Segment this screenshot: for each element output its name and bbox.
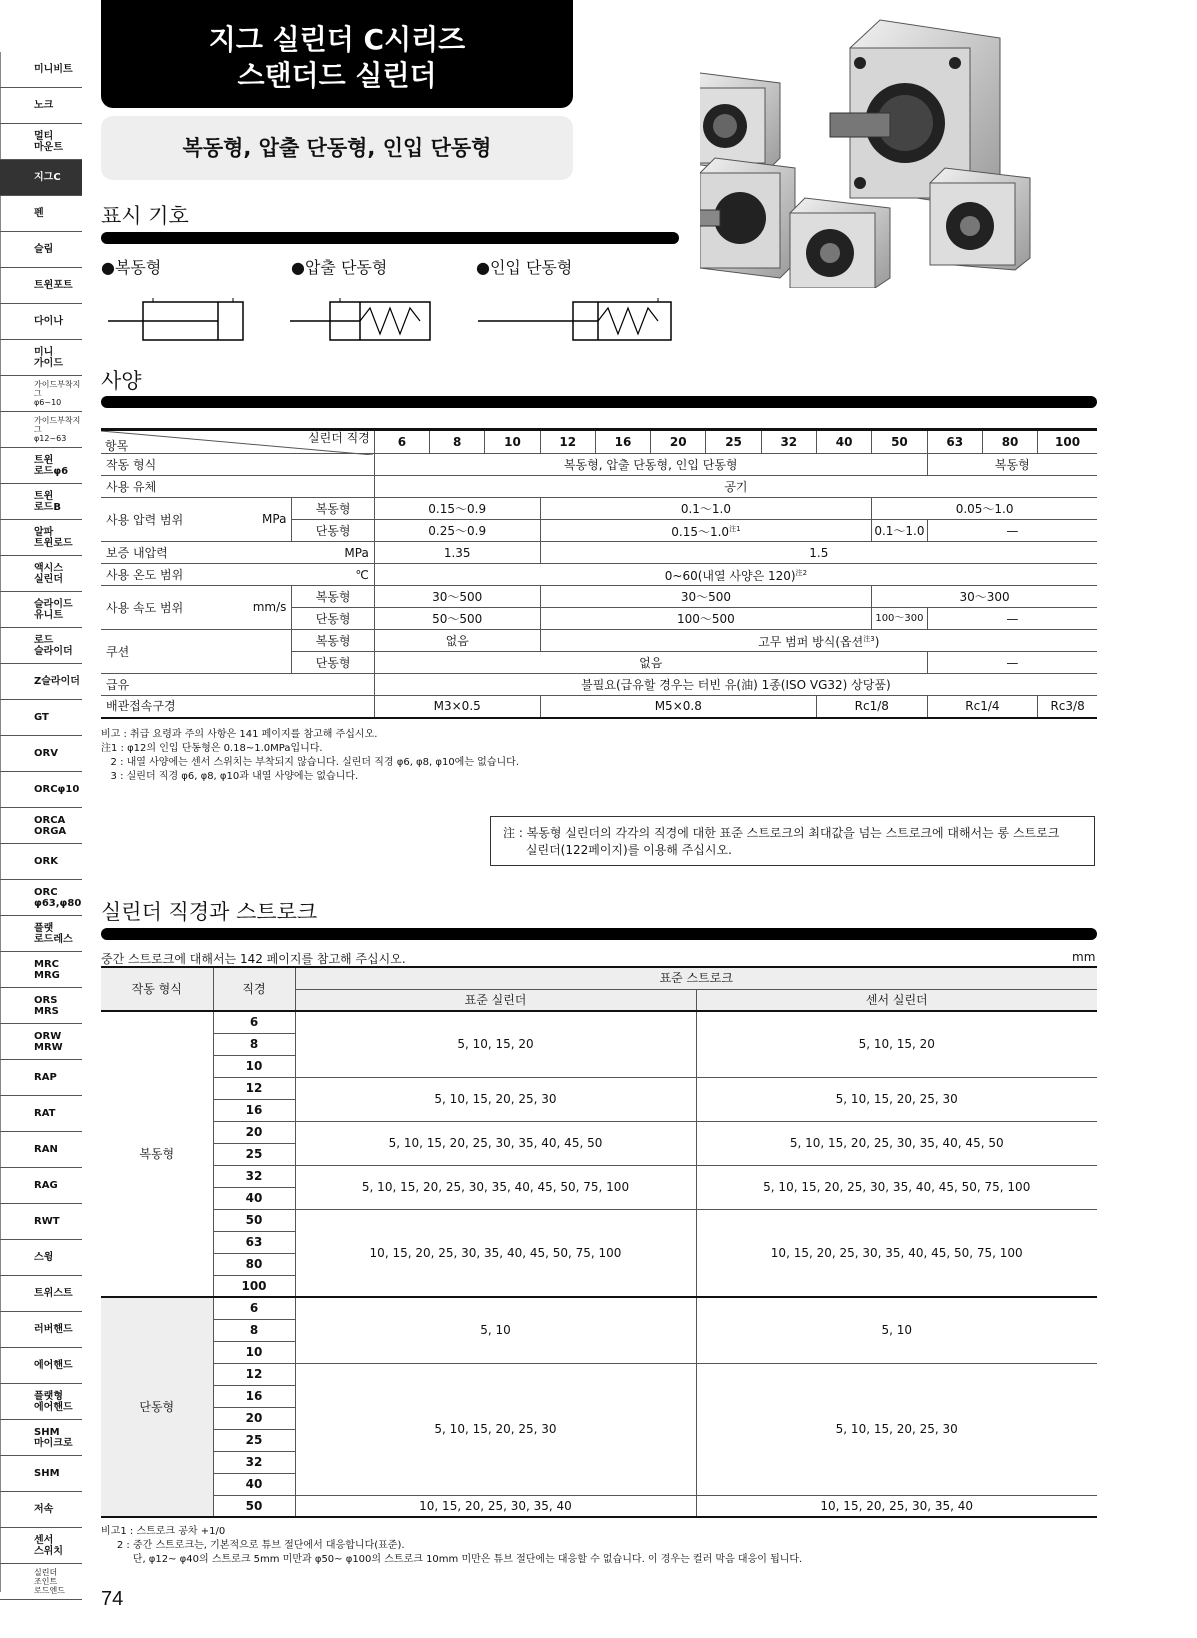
bore-header: 8: [430, 430, 485, 454]
bore-header: 10: [485, 430, 540, 454]
stroke-intro: 중간 스트로크에 대해서는 142 페이지를 참고해 주십시오.: [101, 952, 406, 966]
cell: 30～300: [872, 586, 1097, 608]
sidebar-item[interactable]: RAT: [0, 1096, 82, 1132]
product-photo: [700, 8, 1100, 288]
action-type-label: 복동형: [101, 1011, 213, 1297]
bore-header: 100: [1038, 430, 1097, 454]
sidebar-item[interactable]: 실린더 조인트 로드엔드: [0, 1564, 82, 1600]
sidebar-item[interactable]: ORV: [0, 736, 82, 772]
sidebar-item[interactable]: 펜: [0, 196, 82, 232]
symbols-section-title: 표시 기호: [101, 204, 189, 228]
cell: 100～500: [540, 608, 872, 630]
cell: [540, 630, 1097, 652]
double-acting-symbol: [108, 298, 248, 343]
sidebar-item[interactable]: 플랫형 에어핸드: [0, 1384, 82, 1420]
row-label: 급유: [101, 674, 374, 696]
bore-value: 40: [213, 1187, 295, 1209]
header-std: 표준 스트로크: [295, 967, 1097, 989]
sensor-stroke: 10, 15, 20, 25, 30, 35, 40, 45, 50, 75, 100: [696, 1209, 1097, 1297]
cell: —: [927, 520, 1097, 542]
stroke-row: [101, 1209, 1097, 1231]
sidebar-item[interactable]: ORK: [0, 844, 82, 880]
symbol-label-push: ●압출 단동형: [291, 258, 388, 277]
bore-value: 50: [213, 1209, 295, 1231]
sensor-stroke: 5, 10: [696, 1297, 1097, 1363]
bore-header: 50: [872, 430, 927, 454]
spec-row-action: [101, 454, 1097, 476]
sidebar-item[interactable]: 가이드부착지그 φ6~10: [0, 376, 82, 412]
cell: 30～500: [540, 586, 872, 608]
page-title: 지그 실린더 C시리즈 스탠더드 실린더: [101, 0, 573, 108]
sidebar-item[interactable]: 에어핸드: [0, 1348, 82, 1384]
std-stroke: 5, 10, 15, 20, 25, 30: [295, 1363, 696, 1495]
note-ref: 注1: [729, 525, 741, 533]
stroke-row: [101, 1165, 1097, 1187]
sidebar-item[interactable]: RAP: [0, 1060, 82, 1096]
bore-value: 6: [213, 1297, 295, 1319]
sub-label: 단동형: [292, 520, 374, 542]
sidebar-item[interactable]: 가이드부착지그 φ12~63: [0, 412, 82, 448]
value: ): [874, 635, 880, 649]
unit-label: MPa: [292, 542, 374, 564]
sensor-stroke: 5, 10, 15, 20: [696, 1011, 1097, 1077]
spec-row-temp: [101, 564, 1097, 586]
bore-value: 20: [213, 1407, 295, 1429]
bore-value: 40: [213, 1473, 295, 1495]
single-acting-push-symbol: [290, 298, 435, 343]
row-label: 배관접속구경: [101, 696, 374, 718]
sidebar-item[interactable]: 러버핸드: [0, 1312, 82, 1348]
cell: 0.1～1.0: [872, 520, 927, 542]
cell: 1.35: [374, 542, 540, 564]
note-ref: 注2: [795, 569, 808, 577]
std-stroke: 10, 15, 20, 25, 30, 35, 40, 45, 50, 75, 100: [295, 1209, 696, 1297]
cell: 공기: [374, 476, 1097, 498]
sidebar-item[interactable]: 미니 가이드: [0, 340, 82, 376]
sidebar-item[interactable]: 슬림: [0, 232, 82, 268]
sensor-stroke: 5, 10, 15, 20, 25, 30, 35, 40, 45, 50: [696, 1121, 1097, 1165]
sidebar-item[interactable]: 알파 트윈로드: [0, 520, 82, 556]
bore-value: 25: [213, 1429, 295, 1451]
bore-value: 10: [213, 1341, 295, 1363]
sub-label: 복동형: [292, 630, 374, 652]
bore-value: 16: [213, 1099, 295, 1121]
sidebar-item[interactable]: 저속: [0, 1492, 82, 1528]
header-bore: 직경: [213, 967, 295, 1011]
sidebar-item[interactable]: RAG: [0, 1168, 82, 1204]
stroke-row: [101, 1121, 1097, 1143]
std-stroke: 10, 15, 20, 25, 30, 35, 40: [295, 1495, 696, 1517]
bore-value: 63: [213, 1231, 295, 1253]
cell: M3×0.5: [374, 696, 540, 718]
spec-section-bar: [101, 396, 1097, 408]
sidebar-item[interactable]: 트윈포트: [0, 268, 82, 304]
sidebar-item[interactable]: SHM: [0, 1456, 82, 1492]
std-stroke: 5, 10, 15, 20: [295, 1011, 696, 1077]
sidebar-item[interactable]: 지그C: [0, 160, 82, 196]
cell: 1.5: [540, 542, 1097, 564]
stroke-section-bar: [101, 928, 1097, 940]
sidebar-item[interactable]: 트위스트: [0, 1276, 82, 1312]
cell: 0.1～1.0: [540, 498, 872, 520]
cell: 복동형, 압출 단동형, 인입 단동형: [374, 454, 927, 476]
sidebar-item[interactable]: ORS MRS: [0, 988, 82, 1024]
bore-value: 6: [213, 1011, 295, 1033]
row-label: 사용 온도 범위: [101, 564, 292, 586]
bore-value: 80: [213, 1253, 295, 1275]
stroke-section-title: 실린더 직경과 스트로크: [101, 900, 318, 924]
cell: Rc1/4: [927, 696, 1038, 718]
bore-value: 12: [213, 1363, 295, 1385]
single-acting-pull-symbol: [478, 298, 673, 343]
cell: —: [927, 652, 1097, 674]
cell: Rc3/8: [1038, 696, 1097, 718]
bore-value: 20: [213, 1121, 295, 1143]
cell: 50～500: [374, 608, 540, 630]
sidebar-item[interactable]: RAN: [0, 1132, 82, 1168]
bore-value: 25: [213, 1143, 295, 1165]
sensor-stroke: 5, 10, 15, 20, 25, 30: [696, 1077, 1097, 1121]
cell: 불필요(급유할 경우는 터빈 유(油) 1종(ISO VG32) 상당품): [374, 674, 1097, 696]
std-stroke: 5, 10: [295, 1297, 696, 1363]
pressure-unit: MPa: [262, 512, 287, 526]
sidebar-item[interactable]: 멀티 마운트: [0, 124, 82, 160]
bore-header: 20: [651, 430, 706, 454]
header-sensor-cyl: 센서 실린더: [696, 989, 1097, 1011]
stroke-row: [101, 1297, 1097, 1319]
row-label: 보증 내압력: [101, 542, 292, 564]
cell: —: [927, 608, 1097, 630]
sidebar-item[interactable]: 노크: [0, 88, 82, 124]
spec-header-row: [101, 430, 1097, 454]
sidebar-item[interactable]: Z슬라이더: [0, 664, 82, 700]
bore-value: 50: [213, 1495, 295, 1517]
cell: 30～500: [374, 586, 540, 608]
row-label: [101, 498, 292, 542]
std-stroke: 5, 10, 15, 20, 25, 30: [295, 1077, 696, 1121]
sidebar-item[interactable]: 플랫 로드레스: [0, 916, 82, 952]
stroke-table: [101, 966, 1097, 1518]
bore-value: 100: [213, 1275, 295, 1297]
row-label: 쿠션: [101, 630, 292, 674]
bore-value: 32: [213, 1451, 295, 1473]
cell: Rc1/8: [816, 696, 927, 718]
stroke-row: [101, 1495, 1097, 1517]
bore-header: 25: [706, 430, 761, 454]
symbol-label-pull: ●인입 단동형: [476, 258, 573, 277]
cell: 없음: [374, 652, 927, 674]
bore-header: 12: [540, 430, 595, 454]
sub-label: 복동형: [292, 498, 374, 520]
std-stroke: 5, 10, 15, 20, 25, 30, 35, 40, 45, 50: [295, 1121, 696, 1165]
bore-header: 6: [374, 430, 429, 454]
spec-notes: 비고 : 취급 요령과 주의 사항은 141 페이지를 참고해 주십시오. 注1 : φ12의 인입 단동형은 0.18~1.0MPa입니다. 2 : 내열 사양에는 센서 스위치는 부착되지 않습니다. 실린더 직경 φ6, φ8, φ10에는 없습니다. 3 : 실린더 직경 φ6, φ8, φ10과 내열 사양에는 없습니다.: [101, 729, 520, 782]
value: 고무 범퍼 방식(옵션: [758, 635, 864, 649]
header-std-cyl: 표준 실린더: [295, 989, 696, 1011]
bore-value: 8: [213, 1319, 295, 1341]
action-type-label: 단동형: [101, 1297, 213, 1517]
sidebar-item[interactable]: RWT: [0, 1204, 82, 1240]
sidebar-item[interactable]: ORC φ63,φ80: [0, 880, 82, 916]
symbols-section-bar: [101, 232, 679, 244]
header-action: 작동 형식: [101, 967, 213, 1011]
sidebar-item[interactable]: MRC MRG: [0, 952, 82, 988]
bore-value: 10: [213, 1055, 295, 1077]
sidebar-item[interactable]: 로드 슬라이더: [0, 628, 82, 664]
bore-value: 8: [213, 1033, 295, 1055]
page-number: 74: [101, 1588, 124, 1610]
spec-row-speed-double: [101, 586, 1097, 608]
stroke-row: [101, 1011, 1097, 1033]
spec-row-fluid: [101, 476, 1097, 498]
bore-value: 12: [213, 1077, 295, 1099]
spec-section-title: 사양: [101, 369, 142, 393]
bore-header: 80: [982, 430, 1037, 454]
spec-row-pressure-double: [101, 498, 1097, 520]
bore-header: 40: [816, 430, 871, 454]
sidebar-item[interactable]: 트윈 로드φ6: [0, 448, 82, 484]
stroke-row: [101, 1077, 1097, 1099]
stroke-header-row: [101, 967, 1097, 989]
cell: [374, 564, 1097, 586]
value: 0.15～1.0: [671, 525, 730, 539]
spec-row-proof: [101, 542, 1097, 564]
stroke-unit: mm: [1072, 950, 1096, 964]
spec-table: [101, 428, 1097, 719]
sub-label: 단동형: [292, 652, 374, 674]
long-stroke-notice: 注 : 복동형 실린더의 각각의 직경에 대한 표준 스트로크의 최대값을 넘는 스트로크에 대해서는 롱 스트로크 실린더(122페이지)를 이용해 주십시오.: [490, 816, 1095, 866]
cell: 0.15～0.9: [374, 498, 540, 520]
value: 0~60(내열 사양은 120): [664, 569, 796, 583]
std-stroke: 5, 10, 15, 20, 25, 30, 35, 40, 45, 50, 75, 100: [295, 1165, 696, 1209]
row-label: 작동 형식: [101, 454, 374, 476]
sidebar-item[interactable]: ORCA ORGA: [0, 808, 82, 844]
unit-label: ℃: [292, 564, 374, 586]
pressure-label: 사용 압력 범위: [106, 512, 184, 527]
cell: 100～300: [872, 608, 927, 630]
sensor-stroke: 10, 15, 20, 25, 30, 35, 40: [696, 1495, 1097, 1517]
sidebar-item[interactable]: 다이나: [0, 304, 82, 340]
sidebar-item[interactable]: 스윙: [0, 1240, 82, 1276]
sidebar-item[interactable]: 슬라이드 유니트: [0, 592, 82, 628]
sub-label: 단동형: [292, 608, 374, 630]
stroke-row: [101, 1363, 1097, 1385]
cell: M5×0.8: [540, 696, 816, 718]
sidebar-item[interactable]: 액시스 실린더: [0, 556, 82, 592]
sidebar-item[interactable]: GT: [0, 700, 82, 736]
cell: 복동형: [927, 454, 1097, 476]
note-ref: 注3: [863, 635, 875, 643]
bore-value: 32: [213, 1165, 295, 1187]
sub-label: 복동형: [292, 586, 374, 608]
sidebar-item[interactable]: 미니비트: [0, 52, 82, 88]
spec-row-port: [101, 696, 1097, 718]
bore-header: 16: [595, 430, 650, 454]
spec-row-lube: [101, 674, 1097, 696]
sidebar-nav: [0, 52, 82, 1600]
speed-label: 사용 속도 범위: [106, 600, 184, 615]
cell: [540, 520, 872, 542]
header-item-label: 항목: [105, 439, 129, 453]
sidebar-item[interactable]: ORW MRW: [0, 1024, 82, 1060]
sensor-stroke: 5, 10, 15, 20, 25, 30, 35, 40, 45, 50, 75, 100: [696, 1165, 1097, 1209]
cell: 0.25～0.9: [374, 520, 540, 542]
header-bore-label: 실린더 직경: [308, 431, 370, 445]
bore-value: 16: [213, 1385, 295, 1407]
sidebar-item[interactable]: SHM 마이크로: [0, 1420, 82, 1456]
stroke-notes: 비고1 : 스트로크 공차 +1/0 2 : 중간 스트로크는, 기본적으로 튜브 절단에서 대응합니다(표준). 단, φ12~ φ40의 스트로크 5mm 미만과 φ50~ φ100의 스트로크 10mm 미만은 튜브 절단에는 대응할 수 없습니다. 이 경우는 컬러 막음 대응이 됩니다.: [101, 1526, 803, 1565]
symbol-label-double: ●복동형: [101, 258, 162, 277]
sensor-stroke: 5, 10, 15, 20, 25, 30: [696, 1363, 1097, 1495]
spec-header-cell: [101, 430, 374, 454]
sidebar-item[interactable]: 트윈 로드B: [0, 484, 82, 520]
cell: 0.05～1.0: [872, 498, 1097, 520]
bore-header: 32: [761, 430, 816, 454]
bore-header: 63: [927, 430, 982, 454]
row-label: 사용 유체: [101, 476, 374, 498]
page-subtitle: 복동형, 압출 단동형, 인입 단동형: [101, 116, 573, 180]
cell: 없음: [374, 630, 540, 652]
sidebar-item[interactable]: ORCφ10: [0, 772, 82, 808]
spec-row-cushion-double: [101, 630, 1097, 652]
sidebar-item[interactable]: 센서 스위치: [0, 1528, 82, 1564]
row-label: [101, 586, 292, 630]
speed-unit: mm/s: [252, 600, 287, 614]
